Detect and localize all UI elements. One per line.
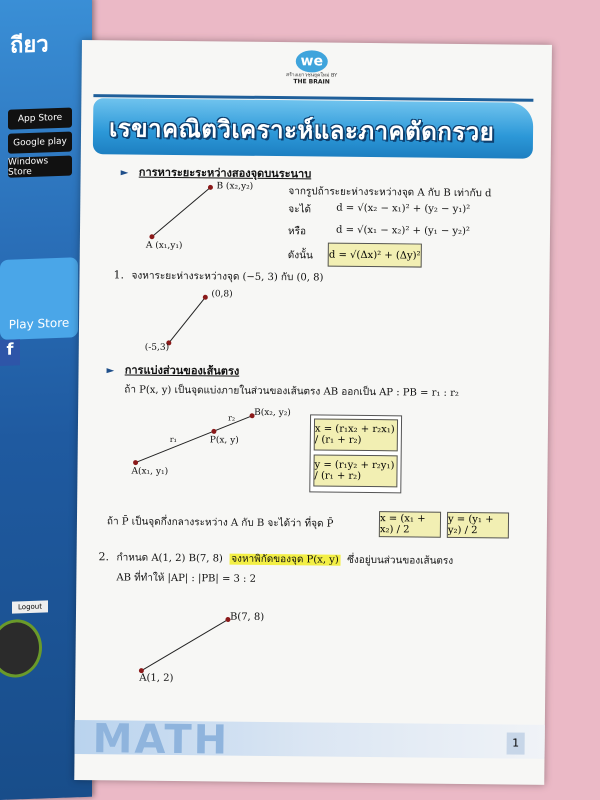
exercise1-text: จงหาระยะห่างระหว่างจุด (−5, 3) กับ (0, 8) <box>131 270 324 284</box>
formula-y-box <box>313 454 397 487</box>
app-store-badge: App Store <box>8 107 72 129</box>
facebook-icon: f <box>0 339 20 366</box>
mid-x-box <box>379 511 441 538</box>
promo-image <box>0 619 42 679</box>
bullet-icon: ► <box>106 365 115 377</box>
exercise2-text-a: กำหนด A(1, 2) B(7, 8) <box>116 552 223 565</box>
point-p <box>211 429 216 434</box>
exercise1-bottom-label: (-5,3) <box>144 342 170 353</box>
we-logo <box>281 50 341 91</box>
section2-point-p-label: P(x, y) <box>209 435 239 446</box>
exercise2-line2: AB ที่ทำให้ |AP| : |PB| = 3 : 2 <box>116 572 257 585</box>
formula-x-box <box>314 418 398 451</box>
play-store-tile: Play Store <box>0 257 78 340</box>
exercise2-segment <box>141 619 228 672</box>
formula-y: y = (r₁y₂ + r₂y₁) / (r₁ + r₂) <box>314 459 395 482</box>
logo-mark: we <box>296 50 328 72</box>
book-page <box>74 40 552 785</box>
mid-y-formula: y = (y₁ + y₂) / 2 <box>447 513 494 537</box>
logo-brand: THE BRAIN <box>293 78 330 86</box>
midpoint-text: ถ้า P̄ เป็นจุดกึ่งกลางระหว่าง A กับ B จะได้ว่า ที่จุด P̄ <box>106 516 334 530</box>
mid-y-box <box>447 512 509 539</box>
exercise2-point-a-label: A(1, 2) <box>139 672 174 684</box>
exercise2-number: 2. <box>98 550 110 564</box>
section2-point-a-label: A(x₁, y₁) <box>131 466 169 477</box>
section2-point-b-label: B(x₂, y₂) <box>254 407 291 419</box>
section2-heading: การแบ่งส่วนของเส้นตรง <box>124 363 240 378</box>
subject-watermark: MATH <box>92 716 230 764</box>
page-number: 1 <box>507 732 525 754</box>
exercise2-point-b-label: B(7, 8) <box>229 611 265 623</box>
section1-point-a-label: A (x₁,y₁) <box>145 240 183 252</box>
section1-description: จากรูปถ้าระยะห่างระหว่างจุด A กับ B เท่ากับ d <box>288 186 492 200</box>
exercise1-diagram <box>159 291 240 352</box>
point-a <box>133 460 138 465</box>
exercise2-text-b: ซึ่งอยู่บนส่วนของเส้นตรง <box>347 554 454 567</box>
footer-band <box>75 716 545 764</box>
formula1: d = √(x₂ − x₁)² + (y₂ − y₁)² <box>336 202 471 216</box>
exercise1-segment <box>169 297 205 343</box>
exercise2-highlight: จงหาพิกัดของจุด P(x, y) <box>231 553 339 566</box>
google-play-badge: Google play <box>8 131 72 153</box>
r2-label: r₂ <box>228 413 236 423</box>
section1-heading: การหาระยะระหว่างสองจุดบนระนาบ <box>138 165 312 181</box>
exercise1-number: 1. <box>113 268 125 282</box>
segment-ab <box>152 187 211 238</box>
formula-x: x = (r₁x₂ + r₂x₁) / (r₁ + r₂) <box>314 423 395 446</box>
formula3-label: ดังนั้น <box>287 250 313 262</box>
section2-heading-row <box>106 360 239 379</box>
exercise1-top-label: (0,8) <box>211 289 233 300</box>
formula3-box <box>328 243 422 268</box>
logout-label: Logout <box>12 600 48 613</box>
section1-point-b-label: B (x₂,y₂) <box>216 181 254 192</box>
page-title: เรขาคณิตวิเคราะห์และภาคตัดกรวย <box>108 114 495 147</box>
left-page-title: ถียว <box>10 32 49 59</box>
mid-x-formula: x = (x₁ + x₂) / 2 <box>379 513 426 536</box>
section2-description: ถ้า P(x, y) เป็นจุดแบ่งภายในส่วนของเส้นตรง AB ออกเป็น AP : PB = r₁ : r₂ <box>124 384 459 399</box>
exercise2-line1 <box>117 550 454 569</box>
r1-label: r₁ <box>169 434 177 445</box>
formula2-label: หรือ <box>287 226 307 238</box>
title-banner <box>93 98 534 159</box>
section1-heading-row <box>121 162 312 182</box>
logo-subtitle: สร้างเยาวชนยุคใหม่ BY <box>286 72 338 79</box>
bullet-icon: ► <box>120 167 129 179</box>
formula1-label: จะได้ <box>288 204 312 216</box>
formula2: d = √(x₁ − x₂)² + (y₁ − y₂)² <box>335 224 471 238</box>
windows-store-badge: Windows Store <box>8 155 72 177</box>
formula3: d = √(Δx)² + (Δy)² <box>328 249 421 262</box>
